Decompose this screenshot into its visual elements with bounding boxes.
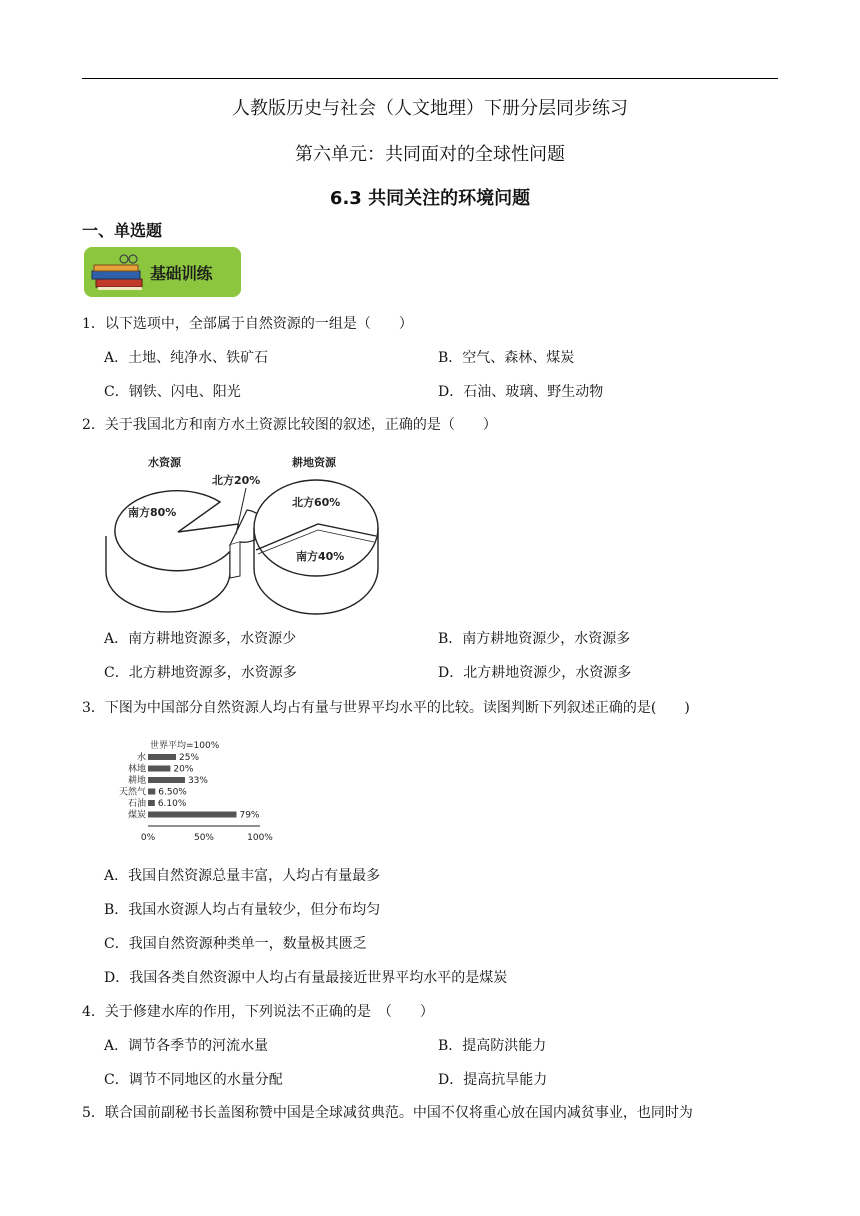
- unit-title: 第六单元：共同面对的全球性问题: [295, 144, 565, 165]
- question-text: 关于我国北方和南方水土资源比较图的叙述，正确的是（ ）: [104, 417, 497, 433]
- bar: [148, 754, 176, 760]
- question-number: 3．: [82, 700, 105, 716]
- bar-value-label: 6.10%: [157, 799, 187, 809]
- question-text: 联合国前副秘书长盖图称赞中国是全球减贫典范。中国不仅将重心放在国内减贫事业，也同时为: [104, 1105, 693, 1121]
- option-4d[interactable]: D．提高抗旱能力: [438, 1072, 548, 1088]
- option-3b[interactable]: B．我国水资源人均占有量较少，但分布均匀: [104, 902, 381, 918]
- option-3a[interactable]: A．我国自然资源总量丰富，人均占有量最多: [104, 868, 381, 884]
- bar-category-label: 石油: [127, 799, 146, 809]
- bar-value-label: 6.50%: [158, 787, 187, 798]
- bar-category-label: 天然气: [118, 787, 146, 798]
- bar-value-label: 20%: [173, 764, 194, 775]
- bar-chart-figure: [110, 734, 280, 846]
- option-2d[interactable]: D．北方耕地资源少，水资源多: [438, 665, 632, 681]
- pie1-slice-south: [115, 491, 239, 571]
- question-text: 关于修建水库的作用，下列说法不正确的是 （ ）: [104, 1004, 434, 1020]
- question-5: [82, 1103, 693, 1123]
- doc-title: 人教版历史与社会（人文地理）下册分层同步练习: [232, 98, 628, 119]
- question-number: 2．: [82, 417, 105, 433]
- option-2a[interactable]: A．南方耕地资源多，水资源少: [104, 631, 297, 647]
- option-1a[interactable]: A．土地、纯净水、铁矿石: [104, 350, 269, 366]
- question-text: 下图为中国部分自然资源人均占有量与世界平均水平的比较。读图判断下列叙述正确的是( ): [104, 700, 690, 716]
- bar: [148, 812, 236, 818]
- bar-tick-label: 50%: [193, 833, 215, 843]
- basic-training-badge: [84, 247, 241, 297]
- option-3c[interactable]: C．我国自然资源种类单一，数量极其匮乏: [104, 936, 367, 952]
- badge-label: 基础训练: [150, 264, 213, 283]
- question-number: 1．: [82, 316, 105, 332]
- section-heading: 一、单选题: [82, 221, 163, 240]
- bar: [148, 777, 185, 783]
- option-4b[interactable]: B．提高防洪能力: [438, 1038, 547, 1054]
- bar: [148, 766, 170, 772]
- lesson-title: 6.3 共同关注的环境问题: [329, 188, 531, 209]
- question-number: 4．: [82, 1004, 105, 1020]
- pie-charts-figure: [100, 450, 390, 620]
- bar-value-label: 79%: [239, 810, 260, 821]
- pie2-label-north: 北方60%: [292, 496, 341, 509]
- bar: [148, 789, 155, 795]
- option-3d[interactable]: D．我国各类自然资源中人均占有量最接近世界平均水平的是煤炭: [104, 970, 508, 986]
- question-3: [82, 698, 690, 718]
- question-text: 以下选项中，全部属于自然资源的一组是（ ）: [104, 316, 413, 332]
- question-1: [82, 314, 413, 334]
- pie1-title: 水资源: [148, 456, 181, 469]
- bar-category-label: 水: [136, 753, 146, 763]
- header-rule: [82, 78, 778, 79]
- bar: [148, 800, 155, 806]
- pie1-label-north: 北方20%: [212, 474, 261, 487]
- bar-category-label: 耕地: [127, 776, 146, 786]
- pie2-title: 耕地资源: [292, 456, 336, 469]
- option-2b[interactable]: B．南方耕地资源少，水资源多: [438, 631, 631, 647]
- bar-tick-label: 0%: [140, 833, 156, 843]
- option-4a[interactable]: A．调节各季节的河流水量: [104, 1038, 269, 1054]
- bar-value-label: 33%: [187, 776, 208, 786]
- question-4: [82, 1002, 434, 1022]
- option-1d[interactable]: D．石油、玻璃、野生动物: [438, 384, 604, 400]
- bar-value-label: 25%: [179, 753, 200, 763]
- bar-tick-label: 100%: [247, 833, 273, 843]
- option-1c[interactable]: C．钢铁、闪电、阳光: [104, 384, 241, 400]
- bar-category-label: 林地: [127, 764, 146, 775]
- bar-chart-title: 世界平均=100%: [150, 741, 220, 751]
- option-4c[interactable]: C．调节不同地区的水量分配: [104, 1072, 283, 1088]
- question-number: 5．: [82, 1105, 105, 1121]
- pie2-label-south: 南方40%: [296, 550, 345, 563]
- option-2c[interactable]: C．北方耕地资源多，水资源多: [104, 665, 297, 681]
- pie1-label-south: 南方80%: [128, 506, 177, 519]
- question-2: [82, 415, 497, 435]
- books-icon: [86, 247, 156, 297]
- option-1b[interactable]: B．空气、森林、煤炭: [438, 350, 575, 366]
- bar-category-label: 煤炭: [127, 810, 146, 821]
